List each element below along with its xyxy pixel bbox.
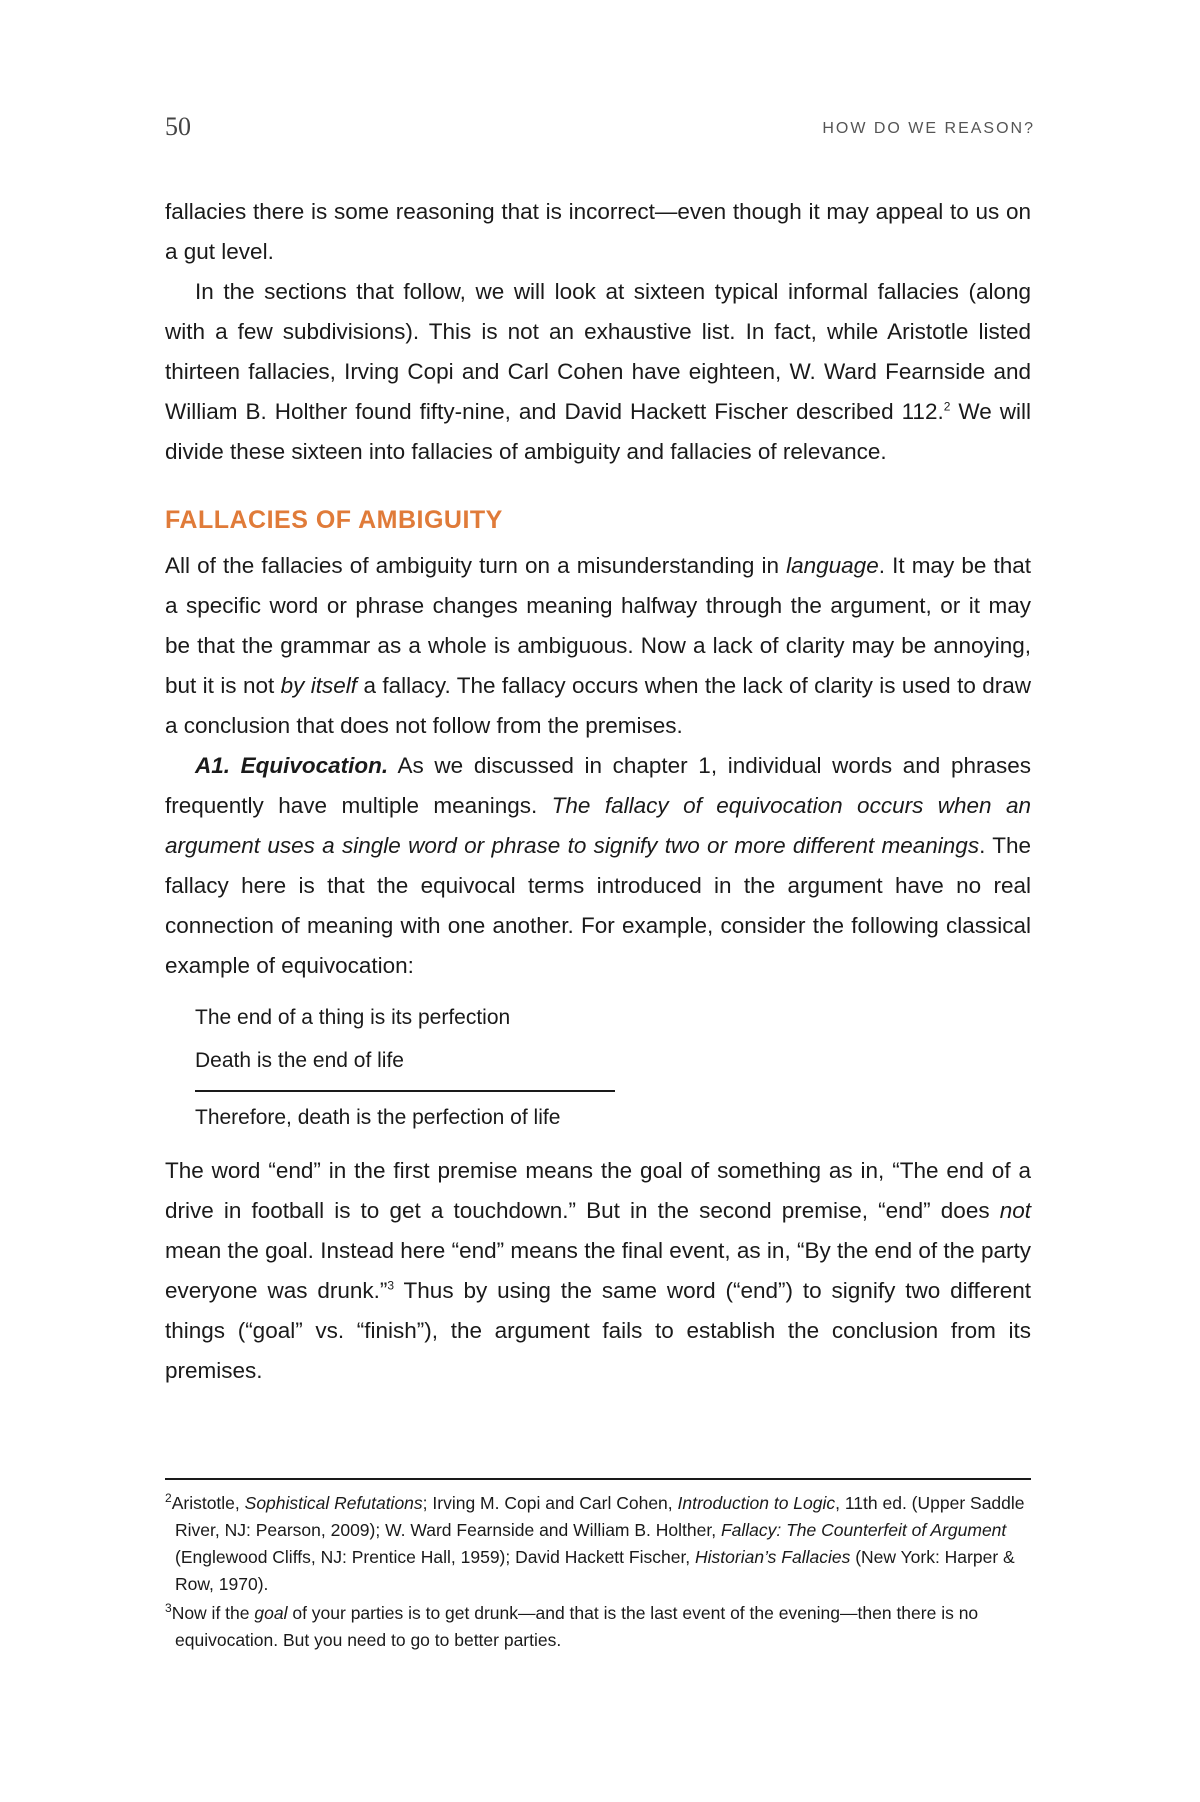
section-p1-text-c: a fallacy. The fallacy occurs when the lack of clarity is used to draw a conclusion that does not follow from the premises. [165, 673, 1032, 738]
section-paragraph-1 [165, 546, 1031, 746]
page-number: 50 [165, 112, 191, 141]
intro-paragraph-1: fallacies there is some reasoning that is incorrect—even though it may appeal to us on a gut level. [165, 199, 1031, 264]
fn2-text-c: , 11th ed. (Upper Saddle River, NJ: Pearson, 2009); W. Ward Fearnside and William B. Holther, [175, 1493, 1025, 1540]
section-p1-emphasis-2: by itself [280, 673, 358, 698]
equivocation-definition: The fallacy of equivocation occurs when an argument uses a single word or phrase to signify two or more different meanings [165, 793, 1031, 858]
fn2-title-1: Sophistical Refutations [244, 1493, 423, 1513]
fn2-title-3: Fallacy: The Counterfeit of Argument [720, 1520, 1007, 1540]
equivocation-text-b: . The fallacy here is that the equivocal terms introduced in the argument have no real connection of meaning with one another. For example, consider the following classical example of equivocation: [165, 833, 1031, 978]
footnote-ref-3[interactable]: 3 [387, 1278, 395, 1293]
premise-1: The end of a thing is its perfection [195, 1006, 511, 1029]
footnote-3-number: 3 [165, 1601, 172, 1616]
intro-p2-text-2: We will divide these sixteen into fallacies of ambiguity and fallacies of relevance. [165, 399, 1032, 464]
followup-paragraph [165, 1151, 1031, 1391]
equivocation-lead: A1. Equivocation. [195, 753, 389, 778]
intro-p2-text-1: In the sections that follow, we will look at sixteen typical informal fallacies (along with a few subdivisions). This is not an exhaustive list. In fact, while Aristotle listed thirteen fallacies, Irving Copi and Carl Cohen have eighteen, W. Ward Fearnside and William B. Holther found fifty-nine, and David Hackett Fischer described 112. [165, 279, 1031, 424]
section-p1-text-b: . It may be that a specific word or phrase changes meaning halfway through the argument, or it may be that the grammar as a whole is ambiguous. Now a lack of clarity may be annoying, but it is not [165, 553, 1031, 698]
footnotes [165, 1478, 1031, 1656]
equivocation-paragraph [165, 746, 1031, 986]
footnote-ref-2[interactable]: 2 [943, 399, 951, 414]
footnote-2 [165, 1490, 1031, 1598]
fn3-text-b: of your parties is to get drunk—and that is the last event of the evening—then there is no equivocation. But you need to go to better parties. [175, 1603, 979, 1650]
fn2-text-a: Aristotle, [171, 1493, 245, 1513]
section-p1-emphasis-1: language [786, 553, 879, 578]
section-p1-text-a: All of the fallacies of ambiguity turn on a misunderstanding in [165, 553, 787, 578]
syllogism-conclusion: Therefore, death is the perfection of life [195, 1106, 561, 1129]
equivocation-text-a: As we discussed in chapter 1, individual words and phrases frequently have multiple meanings. [165, 753, 1031, 818]
fn2-title-4: Historian’s Fallacies [695, 1547, 851, 1567]
fn2-text-b: ; Irving M. Copi and Carl Cohen, [422, 1493, 678, 1513]
fn2-title-2: Introduction to Logic [677, 1493, 836, 1513]
followup-text-a: The word “end” in the first premise means the goal of something as in, “The end of a drive in football is to get a touchdown.” But in the second premise, “end” does [165, 1158, 1031, 1223]
fn2-text-e: (New York: Harper & Row, 1970). [175, 1547, 1015, 1594]
followup-text-c: Thus by using the same word (“end”) to signify two different things (“goal” vs. “finish”), the argument fails to establish the conclusion from its premises. [165, 1278, 1031, 1383]
intro-paragraph-2 [165, 272, 1031, 472]
syllogism-rule [195, 1090, 615, 1092]
fn3-emphasis: goal [254, 1603, 288, 1623]
premise-2: Death is the end of life [195, 1049, 404, 1072]
followup-emphasis: not [999, 1198, 1031, 1223]
body-text [165, 192, 1031, 1391]
running-head: HOW DO WE REASON? [822, 120, 1035, 137]
section-heading: FALLACIES OF AMBIGUITY [165, 506, 503, 534]
page-header [165, 112, 1035, 146]
footnote-3 [165, 1600, 1031, 1654]
followup-text-b: mean the goal. Instead here “end” means the final event, as in, “By the end of the party everyone was drunk.” [165, 1238, 1031, 1303]
fn3-text-a: Now if the [171, 1603, 255, 1623]
fn2-text-d: (Englewood Cliffs, NJ: Prentice Hall, 1959); David Hackett Fischer, [175, 1547, 696, 1567]
syllogism-example [195, 996, 1031, 1139]
footnote-2-number: 2 [165, 1491, 172, 1506]
